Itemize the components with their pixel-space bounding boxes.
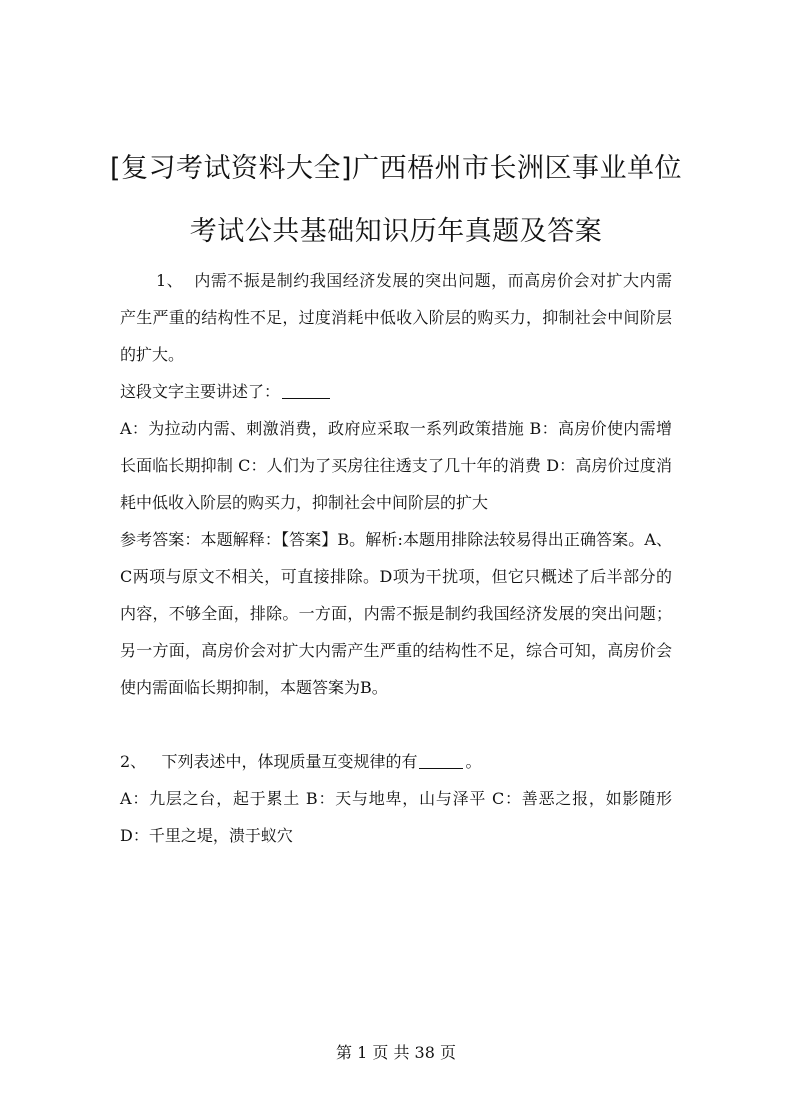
document-title-line-2: 考试公共基础知识历年真题及答案 — [189, 216, 603, 247]
document-title-line-1: [复习考试资料大全]广西梧州市长洲区事业单位 — [109, 153, 683, 184]
answer-blank — [282, 397, 330, 399]
question-2-options: A：九层之台，起于累土 B：天与地卑，山与泽平 C：善恶之报，如影随形 D：千里之堤，溃于蚁穴 — [120, 789, 672, 845]
answer-blank — [419, 767, 463, 769]
question-1-text: 内需不振是制约我国经济发展的突出问题，而高房价会对扩大内需产生严重的结构性不足，过度消耗中低收入阶层的购买力，抑制社会中间阶层的扩大。 — [120, 271, 673, 364]
document-body — [120, 262, 672, 854]
question-1-prompt — [120, 373, 672, 410]
page-footer: 第 1 页 共 38 页 — [336, 1043, 456, 1062]
question-2-text: 下列表述中，体现质量互变规律的有 — [161, 752, 418, 771]
question-2-stem-end: 。 — [465, 752, 482, 771]
question-1-answer: 参考答案：本题解释：【答案】B。解析:本题用排除法较易得出正确答案。A、C两项与原文不相关，可直接排除。D项为干扰项，但它只概述了后半部分的内容，不够全面，排除。一方面，内需不振是制约我国经济发展的突出问题；另一方面，高房价会对扩大内需产生严重的结构性不足，综合可知，高房价会使内需面临长期抑制，本题答案为B。 — [120, 530, 672, 697]
question-2-number: 2、 — [120, 752, 147, 771]
question-1-prompt-text: 这段文字主要讲述了： — [120, 382, 281, 401]
question-2-stem — [120, 743, 672, 780]
question-1-stem — [120, 262, 672, 373]
question-1-options: A：为拉动内需、刺激消费，政府应采取一系列政策措施 B：高房价使内需增长面临长期抑制 C：人们为了买房往往透支了几十年的消费 D：高房价过度消耗中低收入阶层的购买力，抑制社会中间阶层的扩大 — [120, 419, 672, 512]
spacer — [120, 706, 672, 743]
question-1-number: 1、 — [156, 271, 184, 290]
